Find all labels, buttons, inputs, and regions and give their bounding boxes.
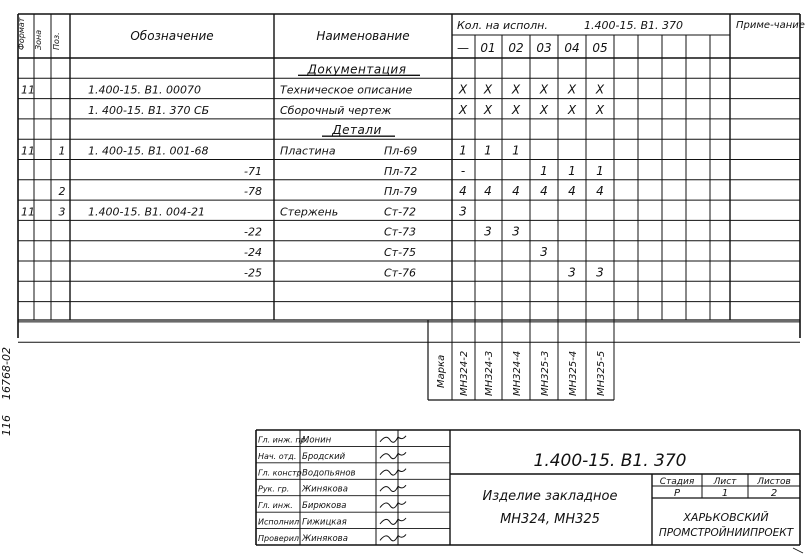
margin-archive-number: 16768-02: [0, 347, 13, 400]
row-qty: X: [539, 102, 549, 117]
row-qty: 3: [596, 265, 604, 280]
row-qty: X: [483, 102, 493, 117]
section-documentation: Документация: [307, 62, 407, 77]
row-designation: 1.400-15. В1. 00070: [88, 83, 201, 97]
row-qty: 4: [596, 184, 604, 199]
row-position: 3: [58, 205, 66, 219]
row-qty: 4: [568, 184, 576, 199]
stamp-name: Водопьянов: [302, 468, 356, 479]
row-qty: 1: [568, 163, 576, 178]
stamp-sheet-label: Лист: [713, 477, 737, 487]
stamp-name: Монин: [302, 435, 332, 446]
row-qty: X: [595, 102, 605, 117]
header-col-04: 04: [564, 41, 580, 55]
header-pos: Поз.: [52, 32, 61, 50]
row-qty: 1: [459, 143, 467, 158]
header-col-05: 05: [592, 41, 608, 55]
stamp-name: Гижицкая: [302, 517, 347, 528]
stamp-name: Жинякова: [302, 484, 348, 495]
corner-mark: [793, 548, 803, 553]
stamp-role: Проверил: [258, 534, 300, 543]
stamp-title-line2: МН324, МН325: [500, 512, 600, 527]
stamp-org-line2: ПРОМСТРОЙНИИПРОЕКТ: [658, 527, 794, 539]
row-qty: 3: [459, 204, 467, 219]
signature-scribble: [380, 469, 406, 475]
stamp-role: Нач. отд.: [258, 451, 297, 461]
row-name: Пластина: [280, 144, 336, 158]
marka-value: МН324-2: [459, 350, 470, 396]
header-notes: Приме-чание: [736, 20, 805, 31]
header-col-01: 01: [480, 41, 496, 55]
header-designation: Обозначение: [130, 29, 214, 43]
signature-scribble: [380, 485, 406, 491]
row-designation: -71: [244, 164, 262, 178]
header-col-03: 03: [536, 41, 552, 55]
stamp-title-line1: Изделие закладное: [482, 489, 618, 504]
row-designation: -24: [244, 246, 262, 259]
stamp-sheets: 2: [770, 488, 778, 499]
marka-value: МН325-3: [540, 350, 551, 396]
row-designation: -22: [244, 225, 262, 239]
row-mark: Пл-79: [384, 185, 418, 199]
row-qty: -: [460, 163, 466, 178]
row-qty: X: [511, 82, 521, 97]
row-qty: X: [539, 82, 549, 97]
stamp-name: Бирюкова: [302, 501, 347, 512]
row-qty: 3: [568, 265, 576, 280]
row-mark: Пл-72: [384, 164, 418, 178]
row-mark: Ст-76: [384, 266, 417, 280]
stamp-stage: Р: [673, 488, 681, 499]
row-qty: 3: [512, 224, 520, 239]
stamp-sheets-label: Листов: [757, 477, 791, 487]
header-zone: Зона: [34, 29, 43, 50]
marka-label: Марка: [436, 354, 447, 388]
row-qty: 3: [540, 245, 548, 259]
row-qty: X: [567, 102, 577, 117]
row-position: 1: [58, 144, 66, 158]
row-qty: 4: [459, 184, 467, 199]
row-qty: 1: [484, 143, 492, 158]
table-text: [0, 17, 805, 544]
row-qty: 1: [512, 143, 520, 158]
header-doc-ref: 1.400-15. В1. 370: [584, 19, 683, 32]
signature-scribble: [380, 452, 406, 458]
stamp-name: Жинякова: [302, 534, 348, 544]
marka-value: МН325-5: [596, 350, 607, 396]
stamp-org-line1: ХАРЬКОВСКИЙ: [683, 511, 769, 524]
header-name: Наименование: [316, 29, 410, 43]
row-mark: Ст-72: [384, 205, 417, 219]
row-qty: X: [511, 102, 521, 117]
row-position: 2: [58, 185, 66, 199]
row-qty: X: [483, 82, 493, 97]
row-qty: X: [458, 102, 468, 117]
row-qty: 4: [512, 184, 520, 199]
stamp-role: Гл. констр.: [258, 468, 305, 478]
signature-scribble: [380, 436, 406, 442]
row-designation: 1. 400-15. В1. 001-68: [88, 144, 209, 158]
stamp-name: Бродский: [302, 451, 346, 462]
margin-page-number: 116: [0, 415, 13, 436]
header-col-02: 02: [508, 41, 524, 55]
row-format: 11: [21, 144, 35, 158]
marka-value: МН324-3: [484, 350, 495, 396]
row-qty: X: [567, 82, 577, 97]
row-qty: 3: [484, 224, 492, 239]
row-mark: Ст-73: [384, 225, 417, 239]
row-qty: X: [595, 82, 605, 97]
row-qty: 1: [596, 163, 604, 178]
signature-scribble: [380, 518, 406, 524]
signature-scribble: [380, 534, 406, 540]
row-name: Стержень: [280, 205, 339, 219]
row-mark: Пл-69: [384, 144, 418, 158]
marka-value: МН324-4: [512, 350, 523, 396]
row-designation: 1.400-15. В1. 004-21: [88, 205, 205, 219]
row-qty: X: [458, 82, 468, 97]
header-format: Формат: [17, 17, 26, 50]
row-qty: 4: [540, 184, 548, 199]
row-name: Техническое описание: [280, 83, 413, 97]
row-qty: 4: [484, 184, 492, 199]
stamp-role: Гл. инж. пр.: [258, 435, 309, 445]
row-format: 11: [21, 83, 35, 97]
stamp-role: Гл. инж.: [258, 501, 293, 511]
row-qty: 1: [540, 163, 548, 178]
stamp-sheet: 1: [721, 488, 729, 499]
signature-scribble: [380, 502, 406, 508]
marka-value: МН325-4: [568, 350, 579, 396]
row-name: Сборочный чертеж: [280, 103, 392, 117]
row-mark: Ст-75: [384, 246, 417, 259]
header-qty-title: Кол. на исполн.: [457, 19, 548, 32]
header-col-dash: —: [457, 41, 469, 55]
row-designation: -25: [244, 266, 262, 280]
row-designation: 1. 400-15. В1. 370 СБ: [88, 103, 210, 117]
row-designation: -78: [244, 185, 262, 199]
stamp-stage-label: Стадия: [659, 477, 695, 487]
stamp-role: Рук. гр.: [258, 484, 290, 494]
stamp-role: Исполнил: [258, 517, 300, 527]
section-parts: Детали: [332, 123, 382, 138]
stamp-doc-number: 1.400-15. В1. 370: [533, 451, 687, 471]
row-format: 11: [21, 205, 35, 219]
